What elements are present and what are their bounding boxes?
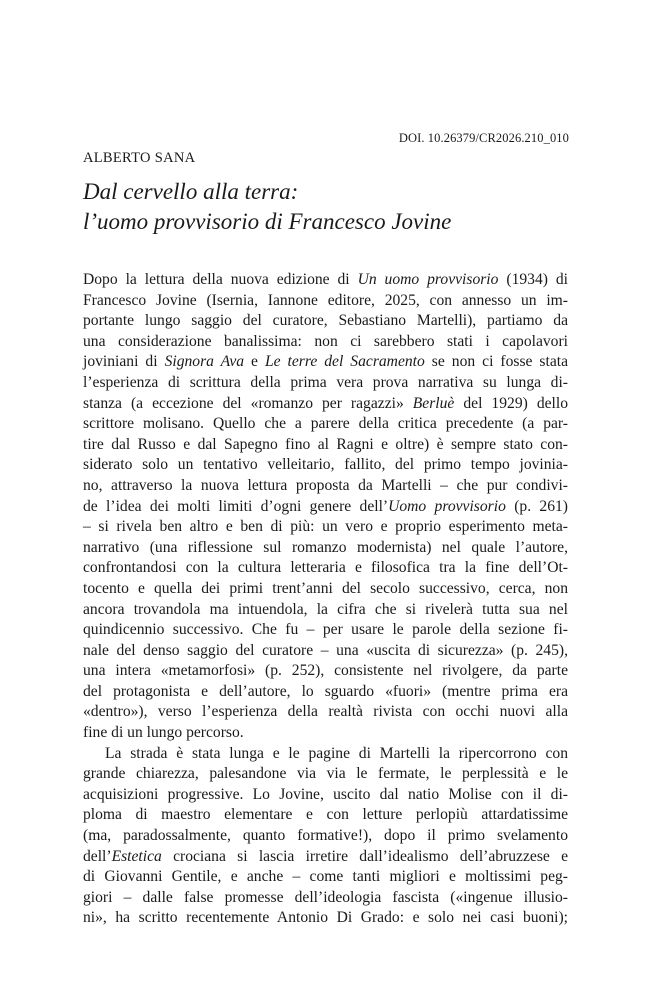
body-text: se non ci fosse stata: [424, 353, 569, 371]
body-text: no, attraverso la nuova lettura proposta da Martelli – che pur condivi-: [83, 476, 568, 494]
body-line: [83, 352, 568, 373]
body-line: [83, 373, 568, 394]
body-text: fine di un lungo percorso.: [83, 724, 244, 742]
body-line: [83, 497, 568, 518]
body-text: ploma di maestro elementare e con letture perlopiù attardatissime: [83, 806, 568, 824]
body-text: – si rivela ben altro e ben di più: un vero e proprio esperimento meta-: [83, 518, 568, 536]
body-text: siderato solo un tentativo velleitario, fallito, del primo tempo jovinia-: [83, 456, 568, 474]
title-line: Dal cervello alla terra:: [83, 179, 299, 204]
body-line: [83, 435, 568, 456]
body-text: tire dal Russo e dal Sapegno fino al Ragni e oltre) è sempre stato con-: [83, 435, 568, 453]
body-text: giori – dalle false promesse dell’ideologia fascista («ingenue illusio-: [83, 888, 568, 906]
body-text: quindicennio successivo. Che fu – per usare le parole della sezione fi-: [83, 621, 568, 639]
body-line: [83, 682, 568, 703]
body-text: grande chiarezza, palesandone via via le fermate, le perplessità e le: [83, 765, 568, 783]
body-text: Francesco Jovine (Isernia, Iannone editore, 2025, con annesso un im-: [83, 291, 568, 309]
body-text: de l’idea dei molti limiti d’ogni genere dell’: [83, 497, 389, 515]
body-text: del 1929) dello: [454, 394, 569, 412]
body-text: e: [244, 353, 265, 371]
body-text: (ma, paradossalmente, quanto formative!), dopo il primo svelamento: [83, 827, 568, 845]
body-line: [83, 455, 568, 476]
italic-work-title: Uomo provvisorio: [388, 497, 506, 515]
body-line: [83, 867, 568, 888]
body-text: portante lungo saggio del curatore, Sebastiano Martelli), partiamo da: [83, 312, 568, 330]
body-text: acquisizioni progressive. Lo Jovine, uscito dal natio Molise con il di-: [83, 785, 568, 803]
body-line: [83, 744, 568, 765]
body-text: La strada è stata lunga e le pagine di Martelli la ripercorrono con: [105, 744, 568, 762]
body-text: una intera «metamorfosi» (p. 252), consistente nel rivolgere, da parte: [83, 662, 568, 680]
body-line: [83, 764, 568, 785]
body-line: [83, 414, 568, 435]
body-line: [83, 579, 568, 600]
body-text: crociana si lascia irretire dall’idealismo dell’abruzzese e: [161, 847, 568, 865]
body-line: [83, 538, 568, 559]
body-text: l’esperienza di scrittura della prima vera prova narrativa su lunga di-: [83, 373, 568, 391]
italic-work-title: Signora Ava: [164, 353, 245, 371]
article-body: [83, 270, 568, 929]
body-text: stanza (a eccezione del «romanzo per ragazzi»: [83, 394, 413, 412]
body-line: [83, 723, 568, 744]
title-line: l’uomo provvisorio di Francesco Jovine: [83, 209, 452, 234]
body-text: narrativo (una riflessione sul romanzo modernista) nel quale l’autore,: [83, 538, 568, 556]
body-line: [83, 270, 568, 291]
body-line: [83, 641, 568, 662]
body-text: joviniani di: [83, 353, 165, 371]
body-text: «dentro»), verso l’esperienza della realtà rivista con occhi nuovi alla: [83, 703, 568, 721]
body-line: [83, 908, 568, 929]
body-text: tocento e quella dei primi trent’anni del secolo successivo, cerca, non: [83, 579, 568, 597]
body-text: Dopo la lettura della nuova edizione di: [83, 271, 358, 288]
body-line: [83, 661, 568, 682]
italic-work-title: Estetica: [111, 847, 162, 865]
body-line: [83, 805, 568, 826]
body-text: dell’: [83, 847, 112, 865]
body-text: una considerazione banalissima: non ci sarebbero stati i capolavori: [83, 332, 568, 350]
body-text: scrittore molisano. Quello che a parere della critica precedente (a par-: [83, 415, 568, 433]
article-title: [83, 177, 451, 237]
body-line: [83, 888, 568, 909]
body-text: nale del denso saggio del curatore – una «uscita di sicurezza» (p. 245),: [83, 641, 568, 659]
doi-reference: DOI. 10.26379/CR2026.210_010: [398, 131, 569, 145]
body-text: del protagonista e dell’autore, lo sguardo «fuori» (mentre prima era: [83, 682, 568, 700]
body-line: [83, 311, 568, 332]
author-name: ALBERTO SANA: [83, 150, 196, 166]
body-text: confrontandosi con la cultura letteraria e filosofica tra la fine dell’Ot-: [83, 559, 568, 577]
body-line: [83, 291, 568, 312]
body-line: [83, 826, 568, 847]
body-line: [83, 600, 568, 621]
body-line: [83, 558, 568, 579]
body-text: ni», ha scritto recentemente Antonio Di Grado: e solo nei casi buoni);: [83, 909, 568, 927]
body-text: di Giovanni Gentile, e anche – come tanti migliori e moltissimi peg-: [83, 868, 568, 886]
body-line: [83, 517, 568, 538]
body-line: [83, 702, 568, 723]
body-line: [83, 476, 568, 497]
body-line: [83, 847, 568, 868]
body-line: [83, 394, 568, 415]
body-line: [83, 332, 568, 353]
body-line: [83, 620, 568, 641]
italic-work-title: Berluè: [412, 394, 455, 412]
body-line: [83, 785, 568, 806]
body-text: (1934) di: [498, 271, 569, 288]
italic-work-title: Le terre del Sacramento: [264, 353, 425, 371]
italic-work-title: Un uomo provvisorio: [357, 271, 499, 288]
body-text: (p. 261): [505, 497, 568, 515]
body-text: ancora trovandola ma intuendola, la cifra che si rivelerà tutta sua nel: [83, 600, 568, 618]
